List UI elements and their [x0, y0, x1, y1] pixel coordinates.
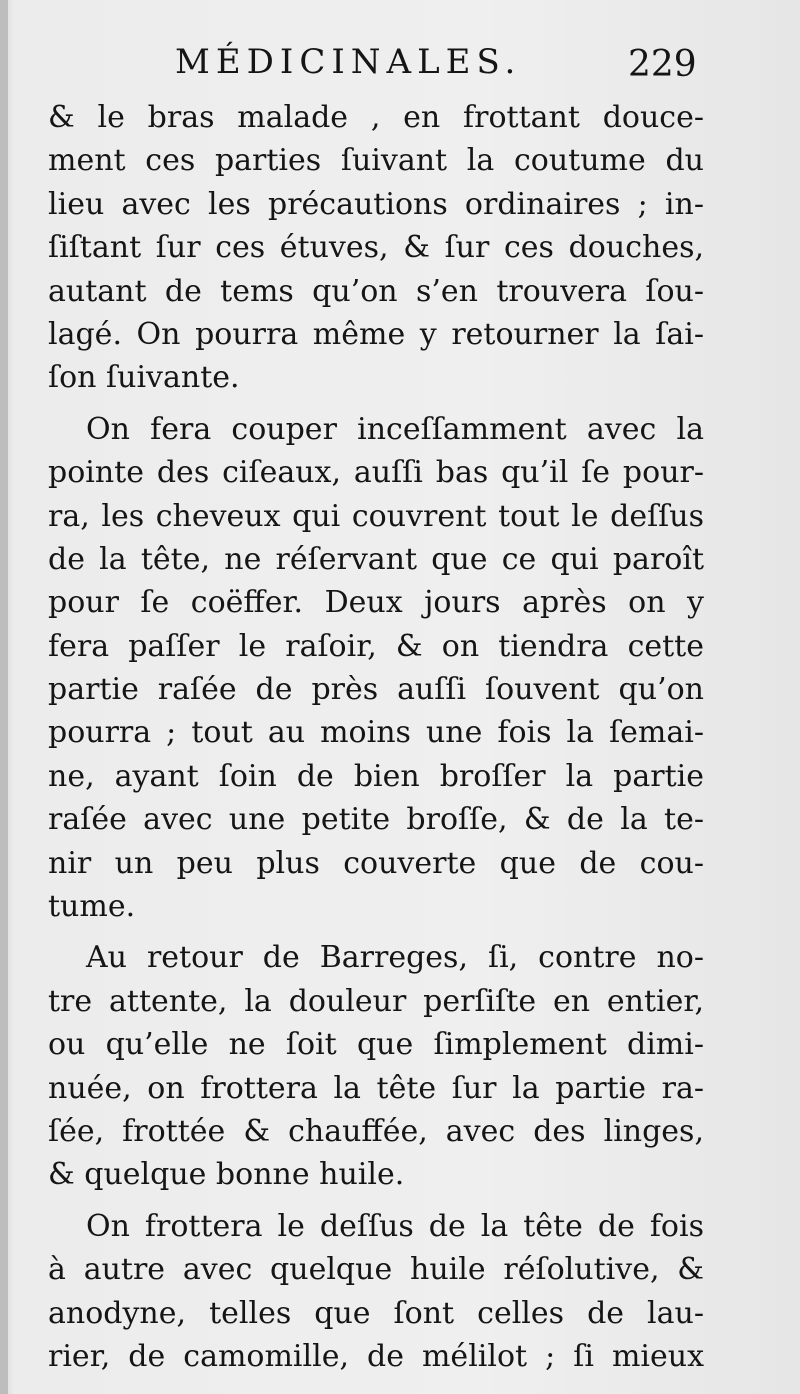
- text-line: raſée avec une petite broſſe, & de la te-: [48, 802, 704, 838]
- page-binding-edge: [0, 0, 8, 1394]
- text-line: à autre avec quelque huile réſolutive, &: [48, 1252, 704, 1288]
- text-line: ſon ſuivante.: [48, 360, 240, 396]
- text-line: ment ces parties ſuivant la coutume du: [48, 143, 704, 179]
- running-head: MÉDICINALES.: [175, 42, 522, 82]
- text-line: On fera couper inceſſamment avec la: [86, 411, 704, 447]
- text-line: anodyne, telles que ſont celles de lau-: [48, 1295, 704, 1331]
- body-text: [48, 96, 704, 1386]
- text-line: fera paſſer le raſoir, & on tiendra cette: [48, 628, 704, 664]
- paragraph: [48, 936, 704, 1196]
- text-line: ra, les cheveux qui couvrent tout le deſſus: [48, 498, 704, 534]
- text-line: ou qu’elle ne ſoit que ſimplement dimi-: [48, 1027, 704, 1063]
- text-line: & le bras malade , en frottant douce-: [48, 100, 704, 135]
- text-line: Au retour de Barreges, ſi, contre no-: [86, 940, 704, 976]
- text-line: tume.: [48, 889, 136, 925]
- paragraph: [48, 96, 704, 400]
- text-line: On frottera le deſſus de la tête de fois: [86, 1208, 704, 1244]
- text-line: ne, ayant ſoin de bien broſſer la partie: [48, 758, 704, 794]
- text-line: de la tête, ne réſervant que ce qui paroît: [48, 541, 704, 577]
- text-line: ſée, frottée & chauffée, avec des linges,: [48, 1113, 704, 1149]
- text-line: tre attente, la douleur perſiſte en entier,: [48, 983, 704, 1019]
- text-line: nuée, on frottera la tête ſur la partie ra-: [48, 1070, 704, 1106]
- page-number: 229: [628, 44, 697, 85]
- paragraph: [48, 408, 704, 929]
- text-line: lieu avec les précautions ordinaires ; in-: [48, 186, 704, 222]
- text-line: pourra ; tout au moins une fois la ſemai-: [48, 715, 704, 751]
- text-line: ſiſtant ſur ces étuves, & ſur ces douches,: [48, 230, 704, 266]
- text-line: lagé. On pourra même y retourner la ſai-: [48, 316, 704, 352]
- text-line: nir un peu plus couverte que de cou-: [48, 845, 704, 881]
- text-line: & quelque bonne huile.: [48, 1157, 405, 1193]
- text-line: partie raſée de près auſſi ſouvent qu’on: [48, 672, 704, 708]
- text-line: pour ſe coëffer. Deux jours après on y: [48, 585, 704, 621]
- text-line: pointe des ciſeaux, auſſi bas qu’il ſe pour-: [48, 455, 704, 491]
- text-line: autant de tems qu’on s’en trouvera ſou-: [48, 273, 704, 309]
- page-header: [0, 42, 800, 92]
- paragraph: [48, 1205, 704, 1379]
- text-line: rier, de camomille, de mélilot ; ſi mieux: [48, 1338, 704, 1374]
